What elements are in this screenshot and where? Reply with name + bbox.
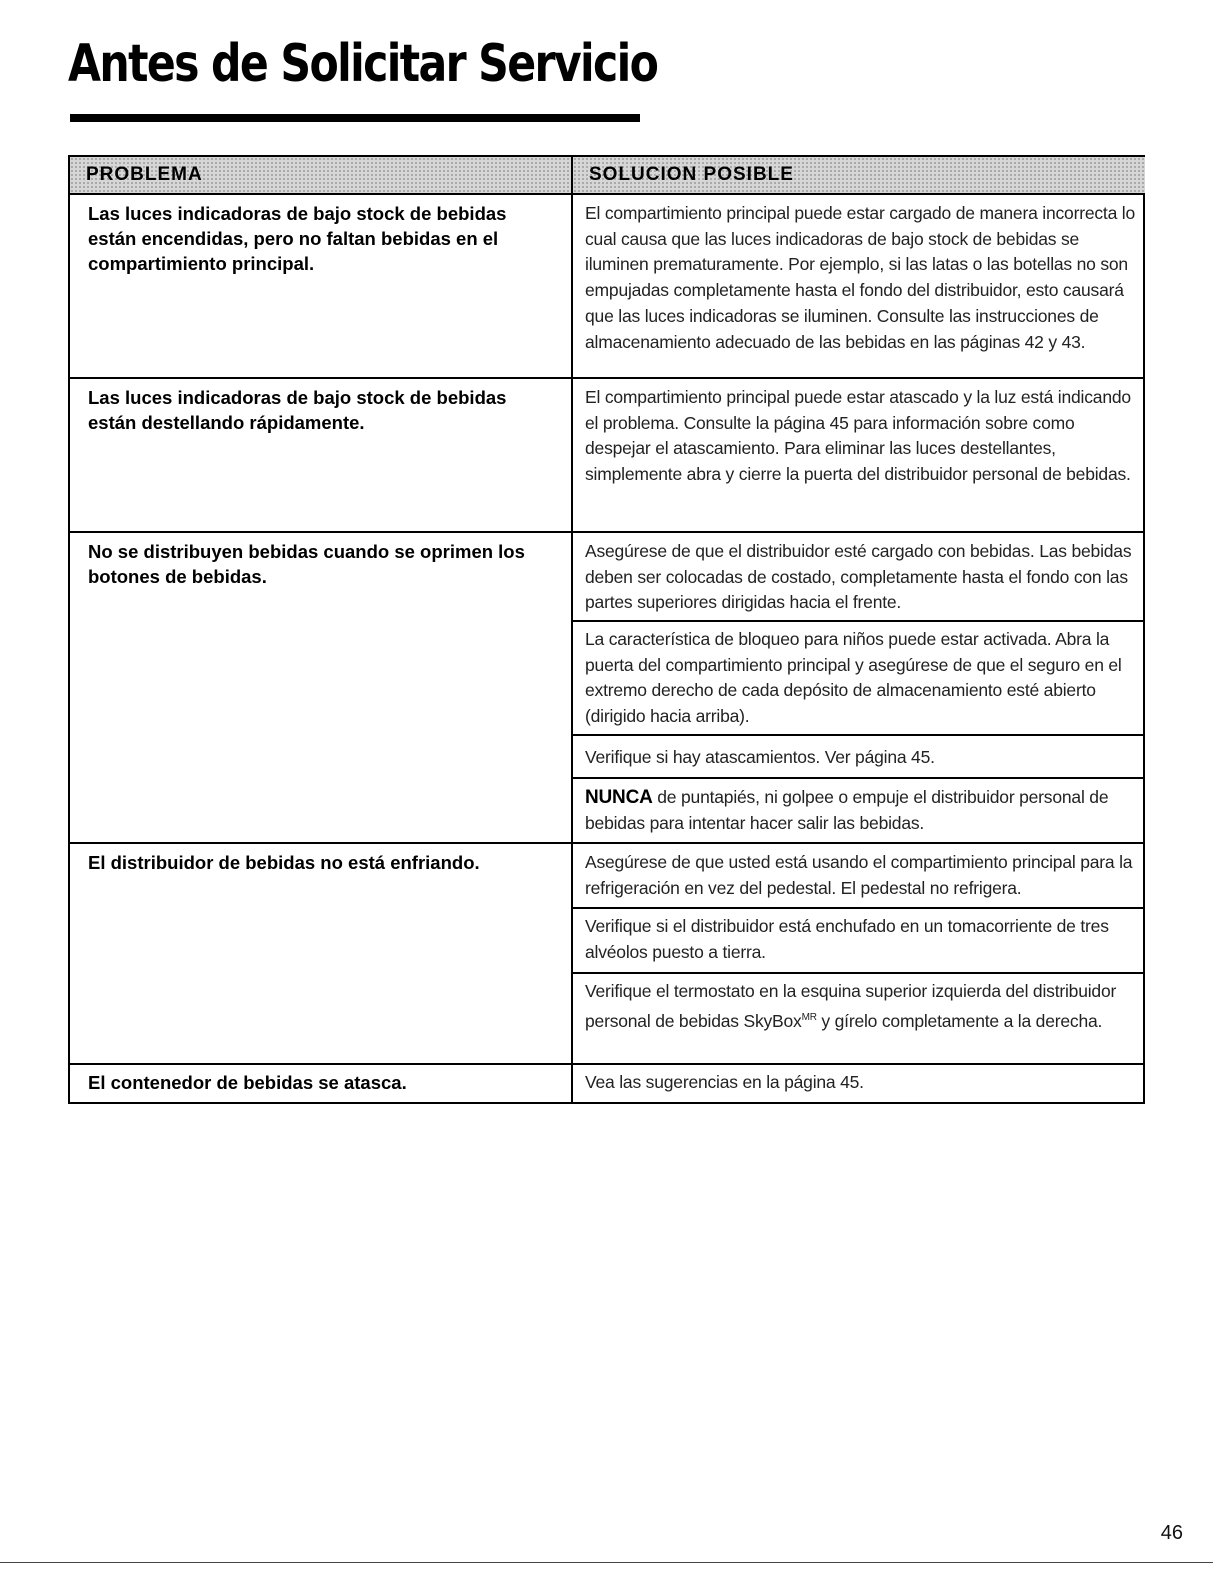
problem-cell: El contenedor de bebidas se atasca. xyxy=(88,1072,407,1093)
solution-cell: Verifique si el distribuidor está enchufado en un tomacorriente de tres alvéolos puesto a tierra. xyxy=(585,916,1109,962)
solution-cell: Asegúrese de que el distribuidor esté cargado con bebidas. Las bebidas deben ser colocadas de costado, completamente hasta el fondo con las partes superiores dirigidas hacia el frente. xyxy=(585,541,1132,613)
row-divider xyxy=(70,377,1145,379)
solution-cell: El compartimiento principal puede estar cargado de manera incorrecta lo cual causa que las luces indicadoras de bajo stock de bebidas se iluminen prematuramente. Por ejemplo, si las latas o las botellas no son empujadas completamente hasta el fondo del distribuidor, esto causará que las luces indicadoras se iluminen. Consulte las instrucciones de almacenamiento adecuado de las bebidas en las páginas 42 y 43. xyxy=(585,203,1135,352)
row-divider xyxy=(70,1063,1145,1065)
solution-divider xyxy=(573,620,1145,622)
solution-divider xyxy=(573,972,1145,974)
problem-cell: No se distribuyen bebidas cuando se oprimen los botones de bebidas. xyxy=(88,541,525,587)
title-underline xyxy=(70,114,640,122)
column-header-problem: PROBLEMA xyxy=(70,157,571,195)
solution-cell: Vea las sugerencias en la página 45. xyxy=(585,1072,864,1092)
solution-cell: La característica de bloqueo para niños puede estar activada. Abra la puerta del compartimiento principal y asegúrese de que el seguro en el extremo derecho de cada depósito de almacenamiento esté abierto (dirigido hacia arriba). xyxy=(585,629,1122,727)
solution-cell: El compartimiento principal puede estar atascado y la luz está indicando el problema. Consulte la página 45 para información sobre como despejar el atascamiento. Para eliminar las luces destellantes, simplemente abra y cierre la puerta del distribuidor personal de bebidas. xyxy=(585,387,1131,485)
solution-cell: Verifique si hay atascamientos. Ver página 45. xyxy=(585,747,935,767)
solution-cell: Asegúrese de que usted está usando el compartimiento principal para la refrigeración en vez del pedestal. El pedestal no refrigera. xyxy=(585,852,1133,898)
solution-cell: NUNCA de puntapiés, ni golpee o empuje el distribuidor personal de bebidas para intentar hacer salir las bebidas. xyxy=(585,787,1109,833)
problem-cell: Las luces indicadoras de bajo stock de bebidas están encendidas, pero no faltan bebidas en el compartimiento principal. xyxy=(88,203,507,274)
troubleshooting-table xyxy=(68,155,1145,1104)
row-divider xyxy=(70,842,1145,844)
solution-divider xyxy=(573,777,1145,779)
trademark-mark: MR xyxy=(801,1011,817,1023)
page-title: Antes de Solicitar Servicio xyxy=(68,34,658,94)
warning-emphasis: NUNCA xyxy=(585,787,653,808)
page-number: 46 xyxy=(1160,1522,1183,1544)
column-header-solution: SOLUCION POSIBLE xyxy=(573,157,1145,195)
solution-cell: Verifique el termostato en la esquina superior izquierda del distribuidor personal de bebidas SkyBox$^{MR}$ y gírelo completamente a la derecha. xyxy=(585,981,1117,1031)
solution-divider xyxy=(573,734,1145,736)
problem-cell: Las luces indicadoras de bajo stock de bebidas están destellando rápidamente. xyxy=(88,387,507,433)
row-divider xyxy=(70,531,1145,533)
column-divider xyxy=(571,157,573,1102)
footer-rule xyxy=(0,1562,1213,1563)
problem-cell: El distribuidor de bebidas no está enfriando. xyxy=(88,852,480,873)
solution-divider xyxy=(573,907,1145,909)
